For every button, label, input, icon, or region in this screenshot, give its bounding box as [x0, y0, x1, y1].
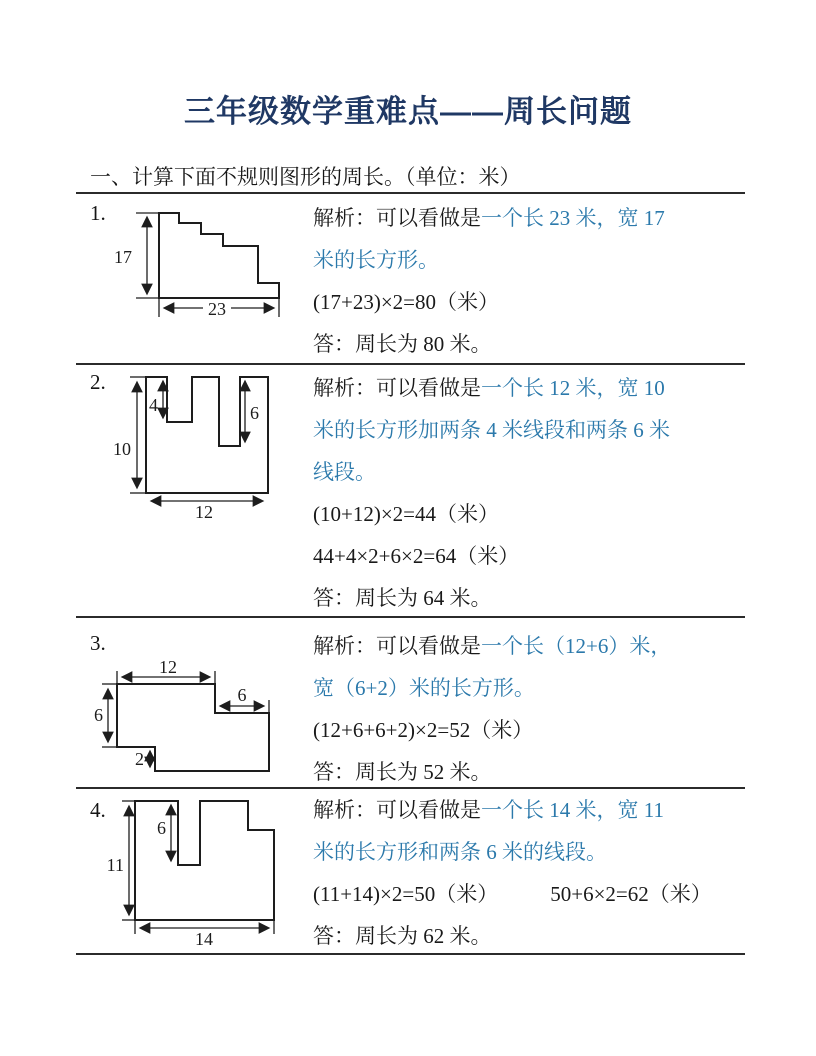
analysis-highlight: 一个长 12 米，宽 10 — [481, 376, 665, 400]
dimension-label: 12 — [195, 502, 213, 520]
analysis-prefix: 解析：可以看做是 — [313, 206, 481, 230]
formula-text: 44+4×2+6×2=64（米） — [313, 544, 520, 568]
analysis-prefix: 解析：可以看做是 — [313, 798, 481, 822]
problem-diagram-two-notches — [108, 368, 295, 520]
formula-text: (10+12)×2=44（米） — [313, 502, 500, 526]
analysis-highlight: 一个长 14 米，宽 11 — [481, 798, 664, 822]
analysis-highlight: 线段。 — [313, 460, 376, 484]
analysis-prefix: 解析：可以看做是 — [313, 634, 481, 658]
problem-text — [313, 197, 749, 365]
analysis-highlight: 米的长方形和两条 6 米的线段。 — [313, 840, 607, 864]
formula-text: (11+14)×2=50（米） — [313, 882, 499, 906]
dimension-label: 11 — [106, 855, 124, 875]
dimension-label: 4 — [149, 395, 158, 415]
divider-line — [76, 192, 745, 194]
answer-text: 答：周长为 62 米。 — [313, 924, 492, 948]
analysis-highlight: 一个长 23 米，宽 17 — [481, 206, 665, 230]
analysis-highlight: 一个长（12+6）米， — [481, 634, 672, 658]
problem-number: 2. — [90, 370, 106, 394]
problem-text — [313, 625, 749, 793]
problem-diagram-zigzag — [88, 655, 288, 785]
problem-text — [313, 367, 749, 619]
dimension-label: 14 — [195, 929, 213, 947]
dimension-label: 17 — [114, 247, 132, 267]
analysis-highlight: 米的长方形。 — [313, 248, 439, 272]
analysis-highlight: 米的长方形加两条 4 米线段和两条 6 米 — [313, 418, 670, 442]
formula-text: (12+6+6+2)×2=52（米） — [313, 718, 534, 742]
answer-text: 答：周长为 52 米。 — [313, 760, 492, 784]
analysis-highlight: 宽（6+2）米的长方形。 — [313, 676, 535, 700]
page-title: 三年级数学重难点——周长问题 — [184, 94, 632, 129]
problem-diagram-staircase — [105, 195, 310, 350]
dimension-label: 12 — [159, 657, 177, 677]
dimension-label: 6 — [237, 685, 247, 705]
analysis-prefix: 解析：可以看做是 — [313, 376, 481, 400]
problem-number: 4. — [90, 798, 106, 822]
answer-text: 答：周长为 64 米。 — [313, 586, 492, 610]
formula-text: (17+23)×2=80（米） — [313, 290, 500, 314]
dimension-label: 6 — [94, 705, 103, 725]
section-heading: 一、计算下面不规则图形的周长。（单位：米） — [90, 165, 521, 189]
dimension-label: 6 — [157, 818, 166, 838]
dimension-label: 23 — [208, 299, 226, 319]
answer-text: 答：周长为 80 米。 — [313, 332, 492, 356]
problem-diagram-notch-step — [105, 795, 290, 947]
dimension-label: 6 — [250, 403, 259, 423]
problem-text — [313, 789, 749, 957]
problem-number: 1. — [90, 201, 106, 225]
dimension-label: 10 — [113, 439, 131, 459]
dimension-label: 2 — [135, 749, 144, 769]
formula-text: 50+6×2=62（米） — [550, 882, 712, 906]
problem-number: 3. — [90, 631, 106, 655]
